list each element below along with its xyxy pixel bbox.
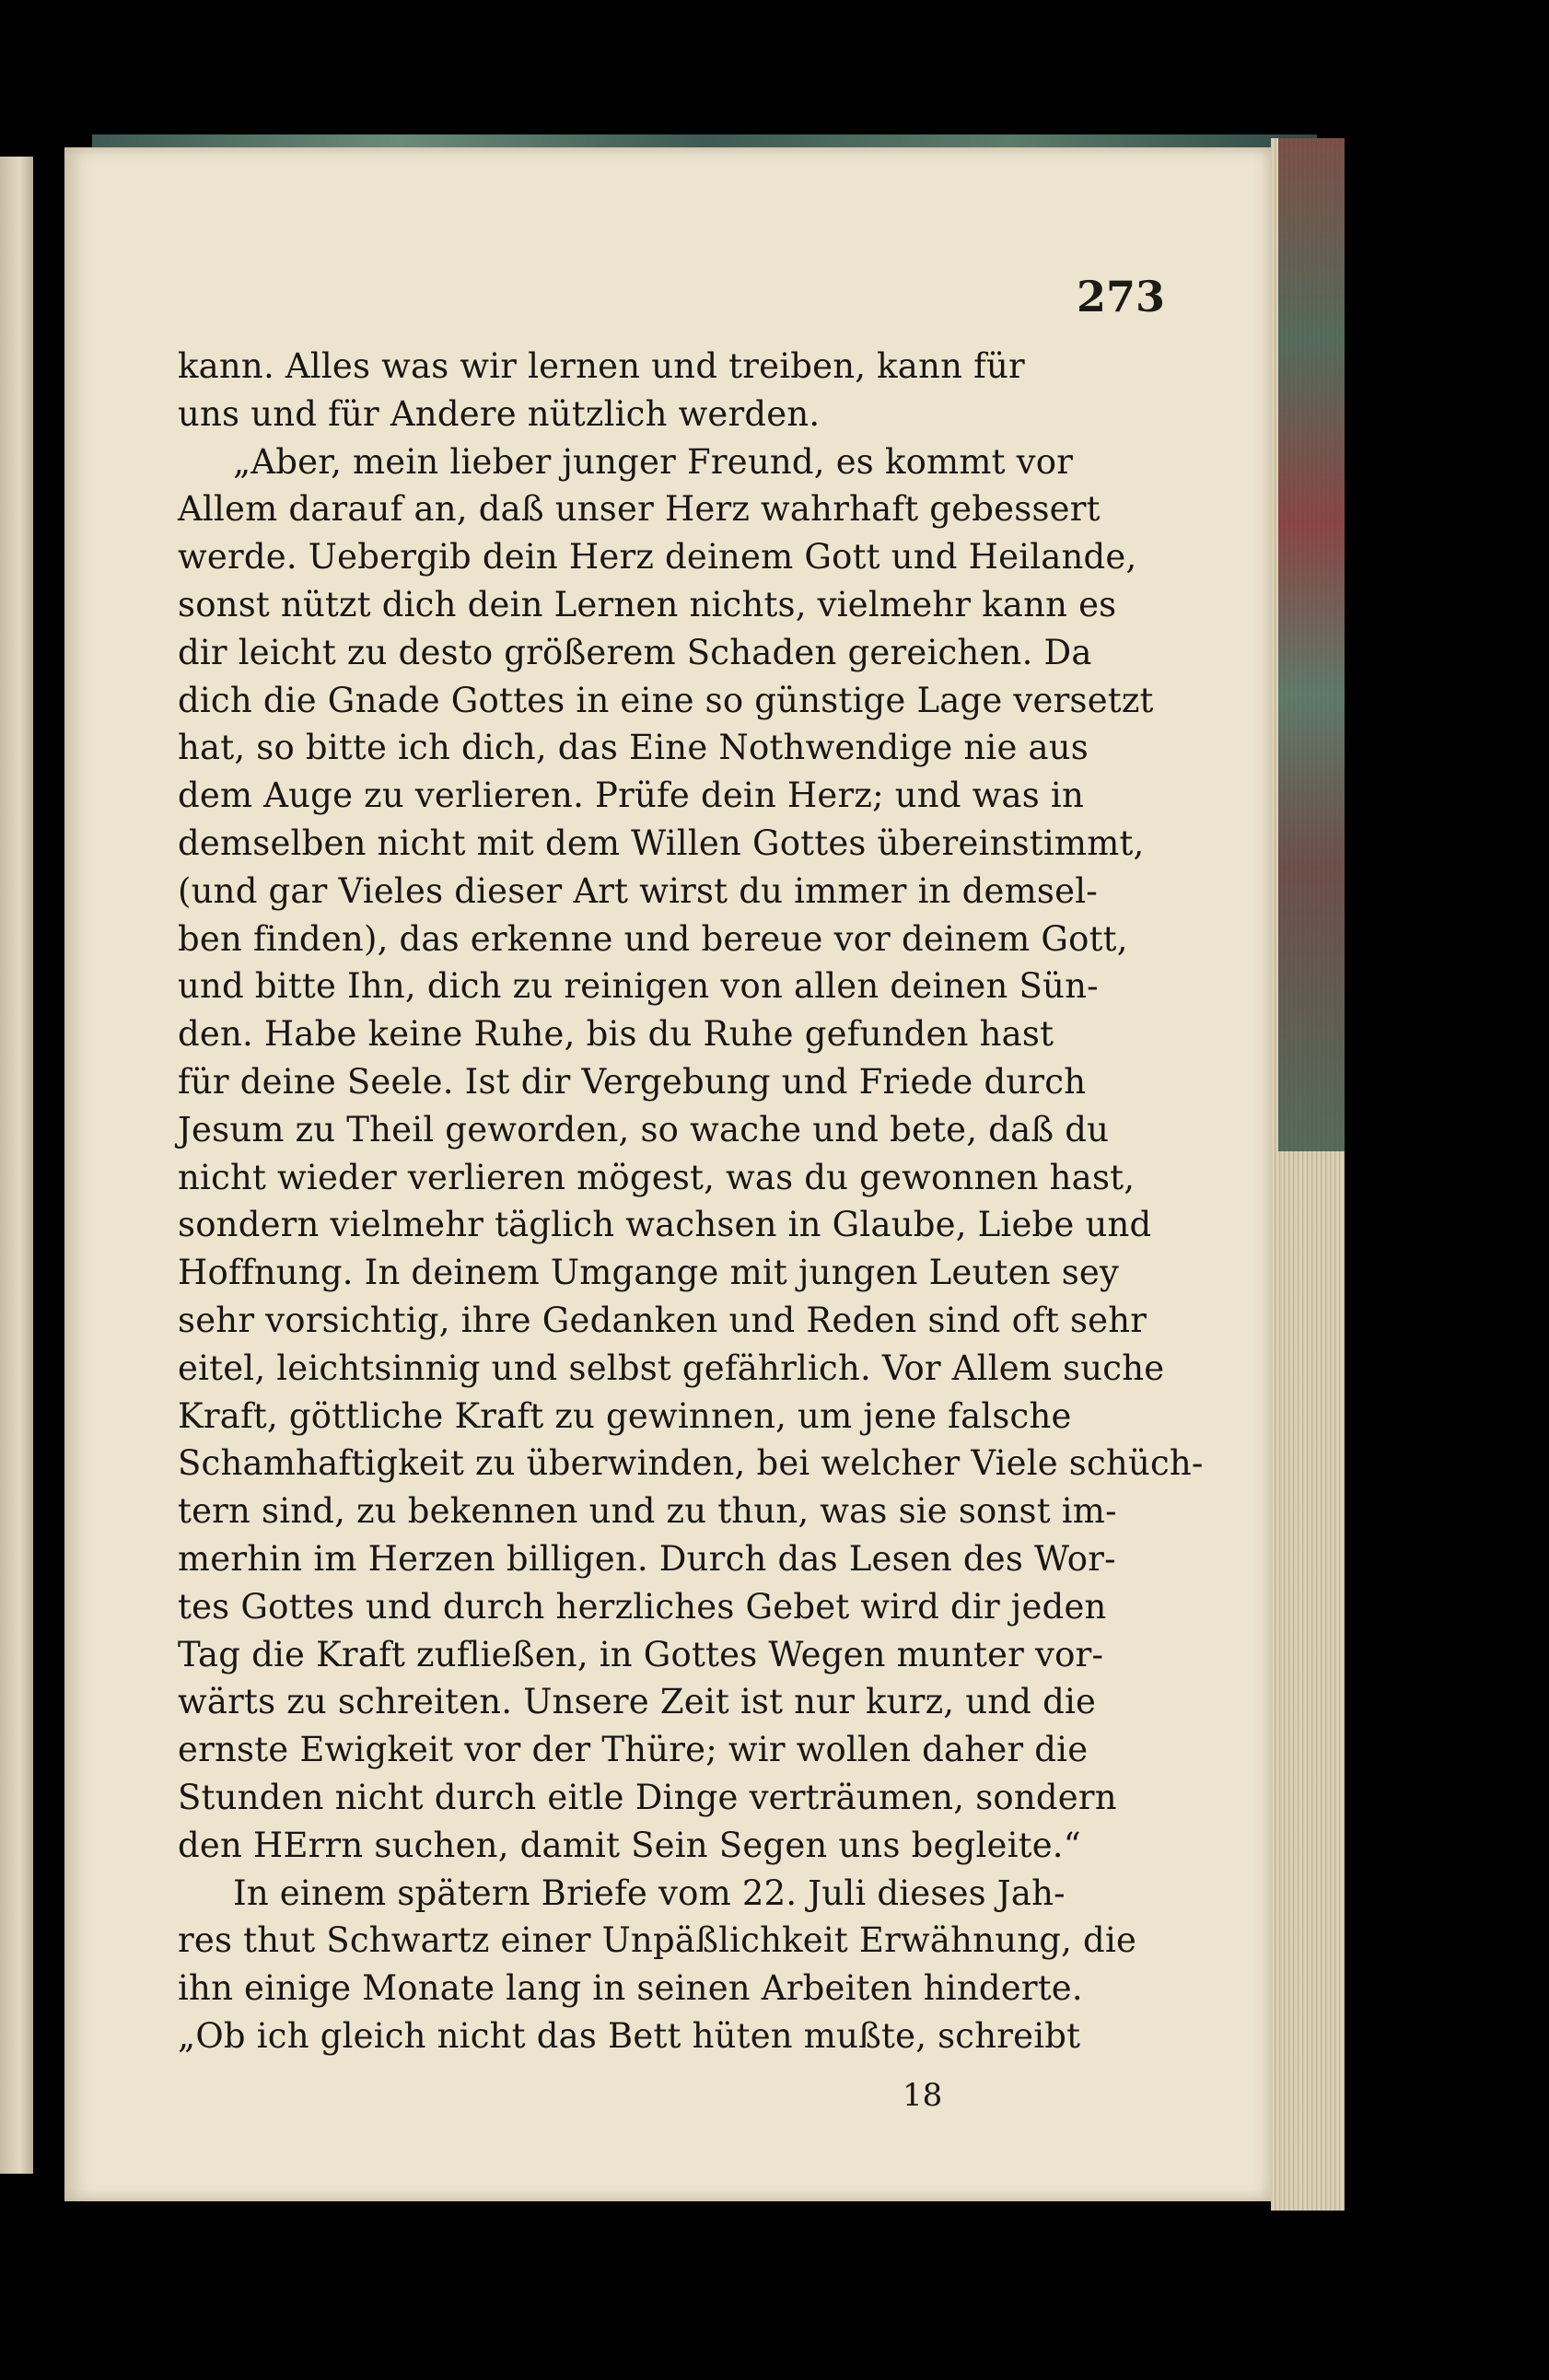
text-line: ben finden), das erkenne und bereue vor deinem Gott, <box>178 918 1128 959</box>
text-line: eitel, leichtsinnig und selbst gefährlich. Vor Allem suche <box>178 1348 1165 1388</box>
text-line: uns und für Andere nützlich werden. <box>178 393 821 434</box>
text-line: dir leicht zu desto größerem Schaden gereichen. Da <box>178 632 1092 672</box>
text-line: tes Gottes und durch herzliches Gebet wird dir jeden <box>178 1586 1107 1627</box>
text-line: Allem darauf an, daß unser Herz wahrhaft gebessert <box>178 489 1101 530</box>
text-line: ernste Ewigkeit vor der Thüre; wir wollen daher die <box>178 1730 1089 1770</box>
text-line: In einem spätern Briefe vom 22. Juli dieses Jah- <box>233 1872 1066 1913</box>
text-line: nicht wieder verlieren mögest, was du gewonnen hast, <box>178 1157 1136 1197</box>
text-line: und bitte Ihn, dich zu reinigen von allen deinen Sün- <box>178 966 1099 1007</box>
text-line: den. Habe keine Ruhe, bis du Ruhe gefunden hast <box>178 1014 1054 1055</box>
marbled-cover <box>1278 138 1345 1151</box>
text-line: sonst nützt dich dein Lernen nichts, vielmehr kann es <box>178 584 1117 624</box>
text-line: (und gar Vieles dieser Art wirst du immer in demsel- <box>178 870 1098 911</box>
text-line: dich die Gnade Gottes in eine so günstige Lage versetzt <box>178 680 1154 720</box>
text-line: „Ob ich gleich nicht das Bett hüten mußte, schreibt <box>178 2015 1081 2056</box>
text-line: ihn einige Monate lang in seinen Arbeiten hinderte. <box>178 1968 1083 2009</box>
text-line: den HErrn suchen, damit Sein Segen uns begleite.“ <box>178 1825 1081 1865</box>
text-line: kann. Alles was wir lernen und treiben, kann für <box>178 346 1025 386</box>
text-line: Stunden nicht durch eitle Dinge verträumen, sondern <box>178 1777 1117 1817</box>
text-line: Tag die Kraft zufließen, in Gottes Wegen munter vor- <box>178 1634 1104 1674</box>
text-line: res thut Schwartz einer Unpäßlichkeit Erwähnung, die <box>178 1920 1137 1961</box>
text-line: tern sind, zu bekennen und zu thun, was sie sonst im- <box>178 1491 1117 1532</box>
text-line: merhin im Herzen billigen. Durch das Lesen des Wor- <box>178 1538 1116 1579</box>
text-line: demselben nicht mit dem Willen Gottes übereinstimmt, <box>178 822 1145 863</box>
text-line: „Aber, mein lieber junger Freund, es kommt vor <box>233 441 1074 482</box>
signature-mark: 18 <box>903 2077 943 2114</box>
text-line: Hoffnung. In deinem Umgange mit jungen Leuten sey <box>178 1253 1120 1293</box>
page-number: 273 <box>1076 272 1165 321</box>
left-page-edge <box>0 157 33 2174</box>
body-text <box>178 343 1204 2060</box>
text-line: werde. Uebergib dein Herz deinem Gott und Heilande, <box>178 537 1137 578</box>
text-line: Jesum zu Theil geworden, so wache und bete, daß du <box>178 1109 1110 1149</box>
text-line: wärts zu schreiten. Unsere Zeit ist nur kurz, und die <box>178 1682 1097 1722</box>
text-line: Schamhaftigkeit zu überwinden, bei welcher Viele schüch- <box>178 1443 1204 1484</box>
text-line: sehr vorsichtig, ihre Gedanken und Reden sind oft sehr <box>178 1300 1147 1340</box>
text-line: Kraft, göttliche Kraft zu gewinnen, um jene falsche <box>178 1395 1072 1436</box>
book-page <box>64 147 1271 2201</box>
text-line: für deine Seele. Ist dir Vergebung und Friede durch <box>178 1061 1087 1102</box>
text-line: dem Auge zu verlieren. Prüfe dein Herz; und was in <box>178 776 1084 816</box>
text-line: hat, so bitte ich dich, das Eine Nothwendige nie aus <box>178 728 1089 768</box>
text-line: sondern vielmehr täglich wachsen in Glaube, Liebe und <box>178 1205 1152 1245</box>
